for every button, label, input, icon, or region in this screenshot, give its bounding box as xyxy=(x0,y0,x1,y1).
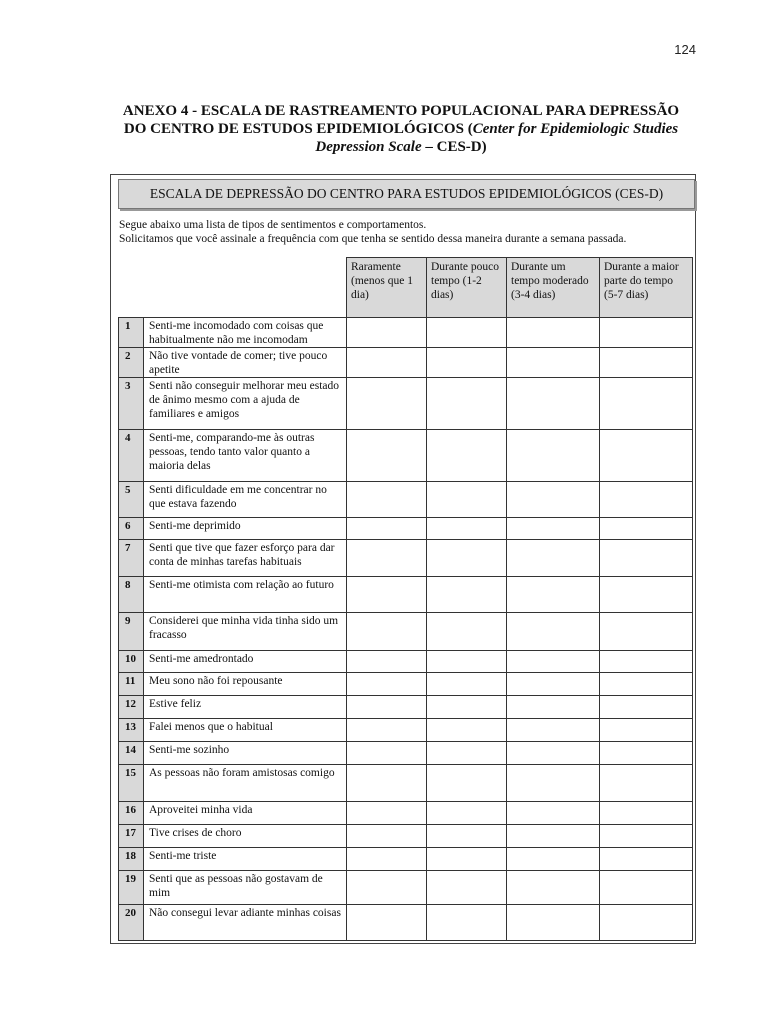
item-number: 10 xyxy=(119,651,144,673)
item-row xyxy=(119,673,693,696)
annex-title-line-3-italic: Depression Scale xyxy=(315,139,422,155)
item-number: 5 xyxy=(119,482,144,518)
item-text: Senti-me deprimido xyxy=(144,518,347,540)
item-text: Não consegui levar adiante minhas coisas xyxy=(144,905,347,941)
answer-cell-little-time[interactable] xyxy=(427,613,507,651)
item-number: 6 xyxy=(119,518,144,540)
answer-cell-moderate-time[interactable] xyxy=(507,518,600,540)
item-number: 1 xyxy=(119,318,144,348)
item-row xyxy=(119,871,693,905)
item-text: Senti que as pessoas não gostavam de mim xyxy=(144,871,347,905)
answer-cell-rarely[interactable] xyxy=(347,871,427,905)
answer-cell-moderate-time[interactable] xyxy=(507,318,600,348)
item-text: Senti-me sozinho xyxy=(144,742,347,765)
scale-intro-line-2: Solicitamos que você assinale a frequência com que tenha se sentido dessa maneira durante a semana passada. xyxy=(119,232,627,245)
item-text: Senti que tive que fazer esforço para dar conta de minhas tarefas habituais xyxy=(144,540,347,577)
item-number: 9 xyxy=(119,613,144,651)
answer-cell-most-time[interactable] xyxy=(600,348,693,378)
item-number: 19 xyxy=(119,871,144,905)
answer-cell-little-time[interactable] xyxy=(427,673,507,696)
item-number: 11 xyxy=(119,673,144,696)
answer-cell-moderate-time[interactable] xyxy=(507,905,600,941)
answer-cell-little-time[interactable] xyxy=(427,765,507,802)
item-number: 14 xyxy=(119,742,144,765)
answer-cell-little-time[interactable] xyxy=(427,518,507,540)
item-number: 2 xyxy=(119,348,144,378)
item-row xyxy=(119,905,693,941)
answer-cell-moderate-time[interactable] xyxy=(507,848,600,871)
answer-cell-little-time[interactable] xyxy=(427,348,507,378)
answer-cell-little-time[interactable] xyxy=(427,802,507,825)
answer-cell-little-time[interactable] xyxy=(427,696,507,719)
item-row xyxy=(119,765,693,802)
answer-cell-moderate-time[interactable] xyxy=(507,378,600,430)
annex-title xyxy=(95,102,707,156)
answer-cell-rarely[interactable] xyxy=(347,802,427,825)
item-number: 17 xyxy=(119,825,144,848)
answer-cell-little-time[interactable] xyxy=(427,905,507,941)
answer-cell-rarely[interactable] xyxy=(347,430,427,482)
item-row xyxy=(119,482,693,518)
scale-header: ESCALA DE DEPRESSÃO DO CENTRO PARA ESTUDOS EPIDEMIOLÓGICOS (CES-D) xyxy=(118,179,695,209)
item-text: Meu sono não foi repousante xyxy=(144,673,347,696)
item-number: 15 xyxy=(119,765,144,802)
item-text: Senti-me amedrontado xyxy=(144,651,347,673)
answer-cell-most-time[interactable] xyxy=(600,905,693,941)
answer-cell-little-time[interactable] xyxy=(427,430,507,482)
item-text: Senti-me otimista com relação ao futuro xyxy=(144,577,347,613)
item-row xyxy=(119,348,693,378)
answer-cell-rarely[interactable] xyxy=(347,613,427,651)
column-header-rarely: Raramente (menos que 1 dia) xyxy=(347,258,427,318)
item-number: 18 xyxy=(119,848,144,871)
item-row xyxy=(119,825,693,848)
item-number: 12 xyxy=(119,696,144,719)
column-header-most-time: Durante a maior parte do tempo (5-7 dias) xyxy=(600,258,693,318)
answer-cell-moderate-time[interactable] xyxy=(507,802,600,825)
frequency-header xyxy=(346,257,693,318)
item-text: Tive crises de choro xyxy=(144,825,347,848)
answer-cell-rarely[interactable] xyxy=(347,765,427,802)
annex-title-line-2-plain: DO CENTRO DE ESTUDOS EPIDEMIOLÓGICOS ( xyxy=(123,121,473,137)
page-number: 124 xyxy=(674,42,696,57)
answer-cell-little-time[interactable] xyxy=(427,719,507,742)
item-row xyxy=(119,540,693,577)
answer-cell-most-time[interactable] xyxy=(600,577,693,613)
answer-cell-little-time[interactable] xyxy=(427,540,507,577)
answer-cell-rarely[interactable] xyxy=(347,696,427,719)
answer-cell-rarely[interactable] xyxy=(347,518,427,540)
frequency-header-row xyxy=(347,258,693,318)
item-text: Senti-me, comparando-me às outras pessoas, tendo tanto valor quanto a maioria delas xyxy=(144,430,347,482)
answer-cell-most-time[interactable] xyxy=(600,719,693,742)
answer-cell-little-time[interactable] xyxy=(427,577,507,613)
answer-cell-rarely[interactable] xyxy=(347,848,427,871)
answer-cell-moderate-time[interactable] xyxy=(507,765,600,802)
item-number: 4 xyxy=(119,430,144,482)
item-number: 13 xyxy=(119,719,144,742)
item-text: Senti-me triste xyxy=(144,848,347,871)
annex-title-line-3-plain: – CES-D) xyxy=(421,139,487,155)
answer-cell-most-time[interactable] xyxy=(600,802,693,825)
answer-cell-moderate-time[interactable] xyxy=(507,613,600,651)
answer-cell-little-time[interactable] xyxy=(427,378,507,430)
answer-cell-rarely[interactable] xyxy=(347,651,427,673)
item-text: Senti dificuldade em me concentrar no que estava fazendo xyxy=(144,482,347,518)
annex-title-line-2-italic: Center for Epidemiologic Studies xyxy=(472,121,679,137)
answer-cell-little-time[interactable] xyxy=(427,651,507,673)
answer-cell-most-time[interactable] xyxy=(600,378,693,430)
answer-cell-little-time[interactable] xyxy=(427,482,507,518)
answer-cell-most-time[interactable] xyxy=(600,871,693,905)
answer-cell-most-time[interactable] xyxy=(600,742,693,765)
answer-cell-rarely[interactable] xyxy=(347,540,427,577)
item-number: 3 xyxy=(119,378,144,430)
item-row xyxy=(119,318,693,348)
items-table xyxy=(118,317,693,941)
item-row xyxy=(119,430,693,482)
answer-cell-most-time[interactable] xyxy=(600,540,693,577)
annex-title-line-2 xyxy=(95,120,707,138)
answer-cell-rarely[interactable] xyxy=(347,905,427,941)
item-number: 7 xyxy=(119,540,144,577)
item-text: Senti-me incomodado com coisas que habitualmente não me incomodam xyxy=(144,318,347,348)
item-text: Senti não conseguir melhorar meu estado de ânimo mesmo com a ajuda de familiares e amigos xyxy=(144,378,347,430)
item-row xyxy=(119,848,693,871)
answer-cell-rarely[interactable] xyxy=(347,825,427,848)
item-text: Estive feliz xyxy=(144,696,347,719)
answer-cell-most-time[interactable] xyxy=(600,651,693,673)
answer-cell-rarely[interactable] xyxy=(347,482,427,518)
answer-cell-little-time[interactable] xyxy=(427,871,507,905)
answer-cell-rarely[interactable] xyxy=(347,348,427,378)
item-row xyxy=(119,742,693,765)
answer-cell-moderate-time[interactable] xyxy=(507,673,600,696)
answer-cell-little-time[interactable] xyxy=(427,825,507,848)
answer-cell-most-time[interactable] xyxy=(600,613,693,651)
answer-cell-rarely[interactable] xyxy=(347,742,427,765)
answer-cell-moderate-time[interactable] xyxy=(507,742,600,765)
answer-cell-most-time[interactable] xyxy=(600,318,693,348)
answer-cell-moderate-time[interactable] xyxy=(507,577,600,613)
answer-cell-rarely[interactable] xyxy=(347,378,427,430)
annex-title-line-1: ANEXO 4 - ESCALA DE RASTREAMENTO POPULACIONAL PARA DEPRESSÃO xyxy=(122,103,680,119)
answer-cell-rarely[interactable] xyxy=(347,719,427,742)
item-row xyxy=(119,651,693,673)
scale-intro xyxy=(119,219,689,246)
item-row xyxy=(119,802,693,825)
item-number: 20 xyxy=(119,905,144,941)
answer-cell-moderate-time[interactable] xyxy=(507,430,600,482)
answer-cell-most-time[interactable] xyxy=(600,518,693,540)
item-text: Considerei que minha vida tinha sido um fracasso xyxy=(144,613,347,651)
answer-cell-most-time[interactable] xyxy=(600,430,693,482)
item-row xyxy=(119,719,693,742)
answer-cell-moderate-time[interactable] xyxy=(507,719,600,742)
answer-cell-most-time[interactable] xyxy=(600,765,693,802)
item-row xyxy=(119,613,693,651)
answer-cell-most-time[interactable] xyxy=(600,848,693,871)
item-text: As pessoas não foram amistosas comigo xyxy=(144,765,347,802)
answer-cell-most-time[interactable] xyxy=(600,696,693,719)
answer-cell-moderate-time[interactable] xyxy=(507,825,600,848)
column-header-moderate-time: Durante um tempo moderado (3-4 dias) xyxy=(507,258,600,318)
answer-cell-moderate-time[interactable] xyxy=(507,348,600,378)
item-row xyxy=(119,577,693,613)
item-number: 16 xyxy=(119,802,144,825)
answer-cell-most-time[interactable] xyxy=(600,482,693,518)
answer-cell-rarely[interactable] xyxy=(347,577,427,613)
answer-cell-little-time[interactable] xyxy=(427,848,507,871)
answer-cell-moderate-time[interactable] xyxy=(507,696,600,719)
item-text: Aproveitei minha vida xyxy=(144,802,347,825)
item-number: 8 xyxy=(119,577,144,613)
answer-cell-moderate-time[interactable] xyxy=(507,482,600,518)
answer-cell-rarely[interactable] xyxy=(347,318,427,348)
answer-cell-moderate-time[interactable] xyxy=(507,651,600,673)
item-row xyxy=(119,378,693,430)
column-header-little-time: Durante pouco tempo (1-2 dias) xyxy=(427,258,507,318)
annex-title-line-3 xyxy=(95,138,707,156)
answer-cell-moderate-time[interactable] xyxy=(507,871,600,905)
item-text: Não tive vontade de comer; tive pouco apetite xyxy=(144,348,347,378)
answer-cell-little-time[interactable] xyxy=(427,742,507,765)
item-row xyxy=(119,696,693,719)
item-text: Falei menos que o habitual xyxy=(144,719,347,742)
item-row xyxy=(119,518,693,540)
answer-cell-little-time[interactable] xyxy=(427,318,507,348)
answer-cell-rarely[interactable] xyxy=(347,673,427,696)
scale-intro-line-1: Segue abaixo uma lista de tipos de sentimentos e comportamentos. xyxy=(119,219,427,231)
answer-cell-most-time[interactable] xyxy=(600,673,693,696)
answer-cell-moderate-time[interactable] xyxy=(507,540,600,577)
answer-cell-most-time[interactable] xyxy=(600,825,693,848)
